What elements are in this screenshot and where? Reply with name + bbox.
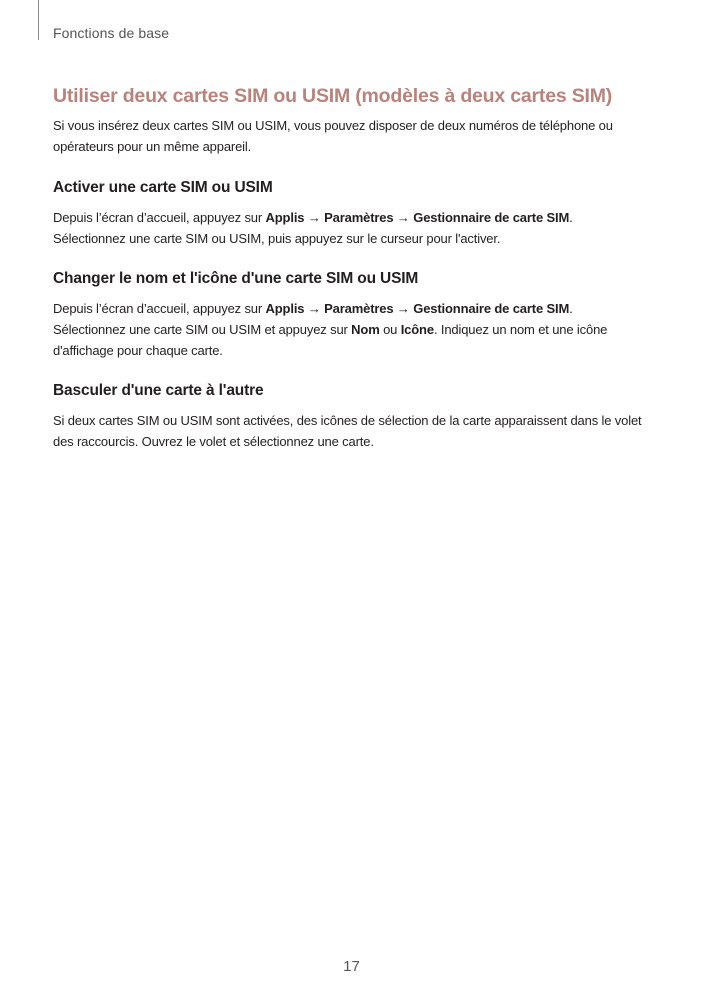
menu-path-applis: Applis (265, 301, 305, 316)
menu-path-parametres: Paramètres (324, 210, 394, 225)
option-icone: Icône (400, 322, 434, 337)
menu-path-gestionnaire: Gestionnaire de carte SIM (413, 301, 570, 316)
section-paragraph (53, 298, 649, 361)
text-run: ou (379, 322, 401, 337)
section-heading: Changer le nom et l'icône d'une carte SIM ou USIM (53, 270, 419, 287)
arrow-separator: → (304, 301, 325, 316)
menu-path-applis: Applis (265, 210, 305, 225)
section-rename-sim (53, 269, 649, 361)
page-title: Utiliser deux cartes SIM ou USIM (modèles à deux cartes SIM) (53, 85, 613, 107)
text-run: . Indiquez un nom et une icône d'affichage pour chaque carte. (53, 322, 608, 358)
running-header: Fonctions de base (53, 25, 170, 41)
section-paragraph (53, 207, 649, 249)
section-heading: Basculer d'une carte à l'autre (53, 382, 264, 399)
section-activate-sim (53, 178, 649, 249)
text-run: Sélectionnez une carte SIM ou USIM et appuyez sur (53, 322, 352, 337)
text-run: . (569, 210, 573, 225)
text-run: Depuis l’écran d’accueil, appuyez sur (53, 301, 266, 316)
page-content (53, 84, 649, 452)
text-run: Depuis l’écran d’accueil, appuyez sur (53, 210, 266, 225)
option-nom: Nom (351, 322, 380, 337)
menu-path-gestionnaire: Gestionnaire de carte SIM (413, 210, 570, 225)
section-paragraph: Si deux cartes SIM ou USIM sont activées, des icônes de sélection de la carte apparaissent dans le volet des raccourcis. Ouvrez le volet et sélectionnez une carte. (53, 413, 642, 449)
arrow-separator: → (304, 210, 325, 225)
header-divider (38, 0, 39, 40)
page-number: 17 (343, 958, 360, 975)
menu-path-parametres: Paramètres (324, 301, 394, 316)
arrow-separator: → (393, 210, 414, 225)
intro-paragraph: Si vous insérez deux cartes SIM ou USIM, vous pouvez disposer de deux numéros de téléphone ou opérateurs pour un même appareil. (53, 118, 613, 154)
section-switch-sim (53, 381, 649, 452)
text-run: Sélectionnez une carte SIM ou USIM, puis appuyez sur le curseur pour l'activer. (53, 231, 501, 246)
section-heading: Activer une carte SIM ou USIM (53, 179, 273, 196)
text-run: . (569, 301, 573, 316)
arrow-separator: → (393, 301, 414, 316)
